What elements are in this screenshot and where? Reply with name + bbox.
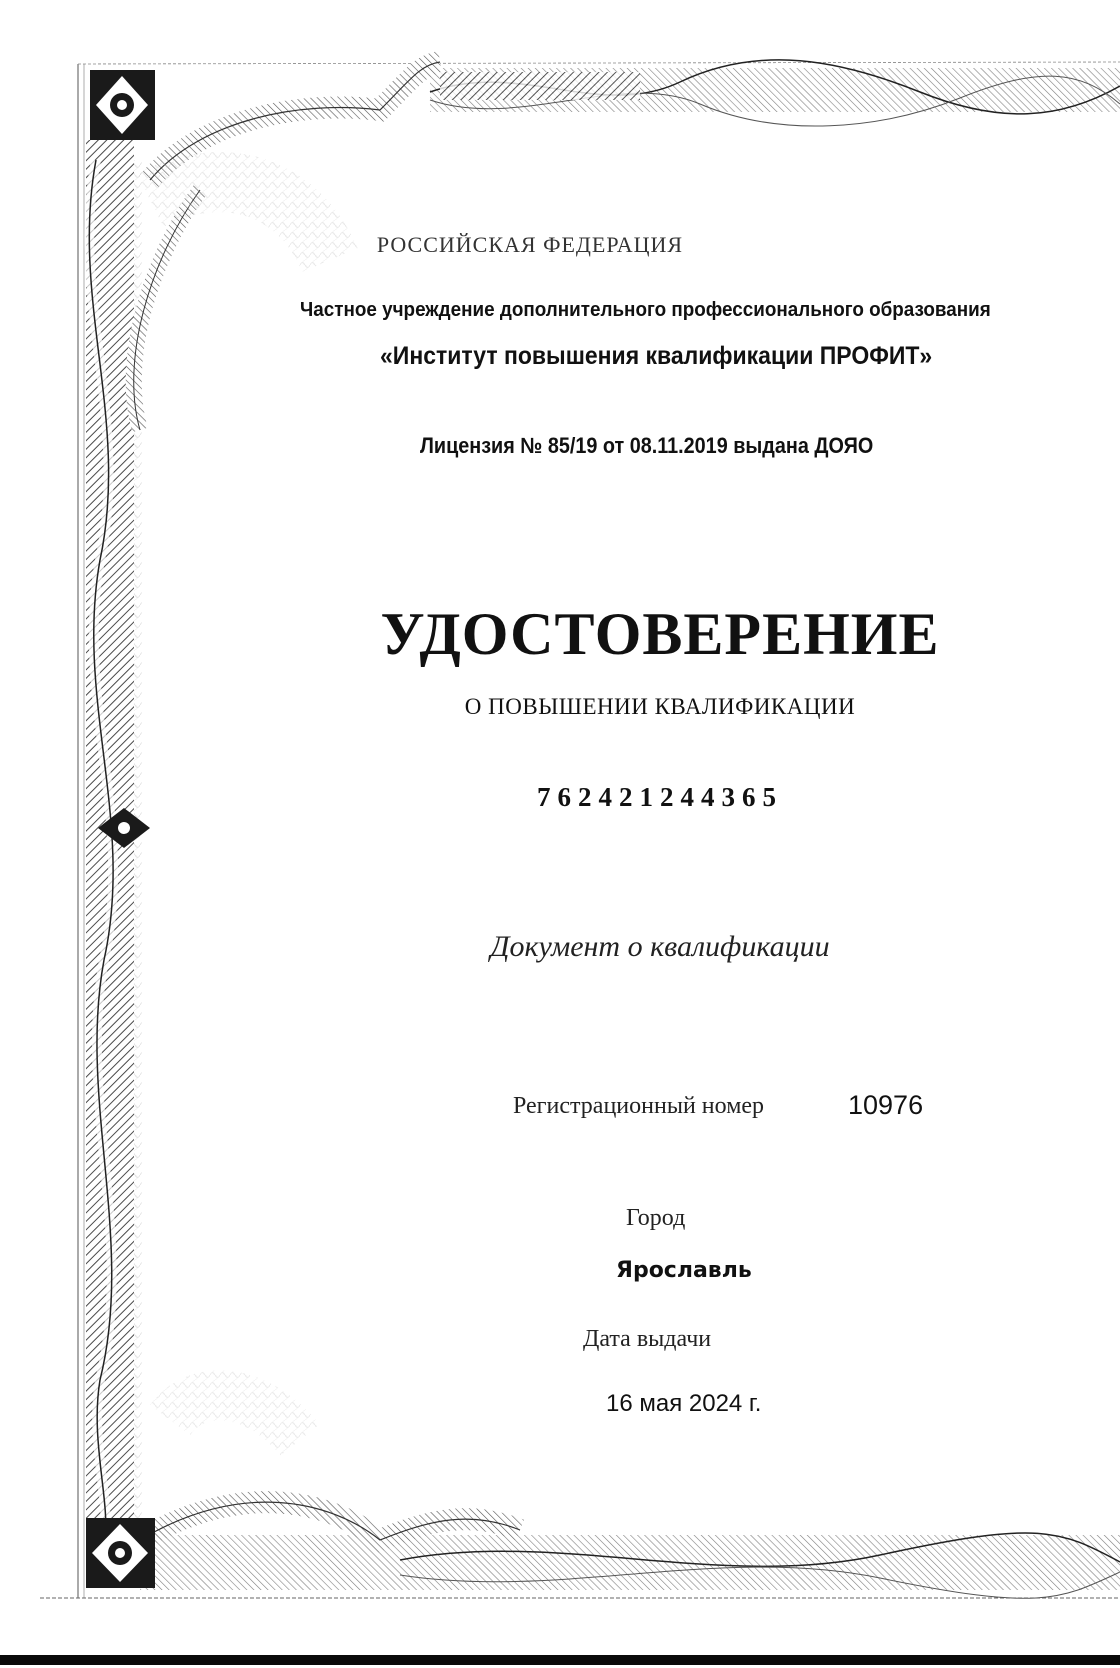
- document-subtitle: О ПОВЫШЕНИИ КВАЛИФИКАЦИИ: [464, 694, 856, 719]
- institution-type: Частное учреждение дополнительного профессионального образования: [300, 298, 991, 321]
- registration-label: Регистрационный номер: [513, 1093, 765, 1119]
- top-left-corner-rosette: [90, 70, 155, 140]
- document-title: УДОСТОВЕРЕНИЕ: [380, 601, 940, 667]
- top-ornament-band: [430, 60, 1120, 126]
- city-value: Ярославль: [616, 1258, 752, 1283]
- serial-number: 762421244365: [537, 782, 783, 812]
- registration-number: 10976: [848, 1090, 924, 1120]
- bottom-left-corner-rosette: [86, 1518, 155, 1588]
- country-heading: РОССИЙСКАЯ ФЕДЕРАЦИЯ: [376, 232, 684, 257]
- issue-date-label: Дата выдачи: [583, 1326, 712, 1352]
- scan-bottom-edge: [0, 1655, 1120, 1665]
- license-line: Лицензия № 85/19 от 08.11.2019 выдана ДОЯО: [420, 433, 874, 458]
- city-label: Город: [626, 1205, 686, 1231]
- institution-name: «Институт повышения квалификации ПРОФИТ»: [380, 342, 933, 370]
- document-type: Документ о квалификации: [490, 930, 830, 963]
- issue-date-value: 16 мая 2024 г.: [606, 1390, 762, 1417]
- outer-frame-lines: [40, 62, 1120, 1598]
- bottom-ornament-band: [140, 1395, 1120, 1598]
